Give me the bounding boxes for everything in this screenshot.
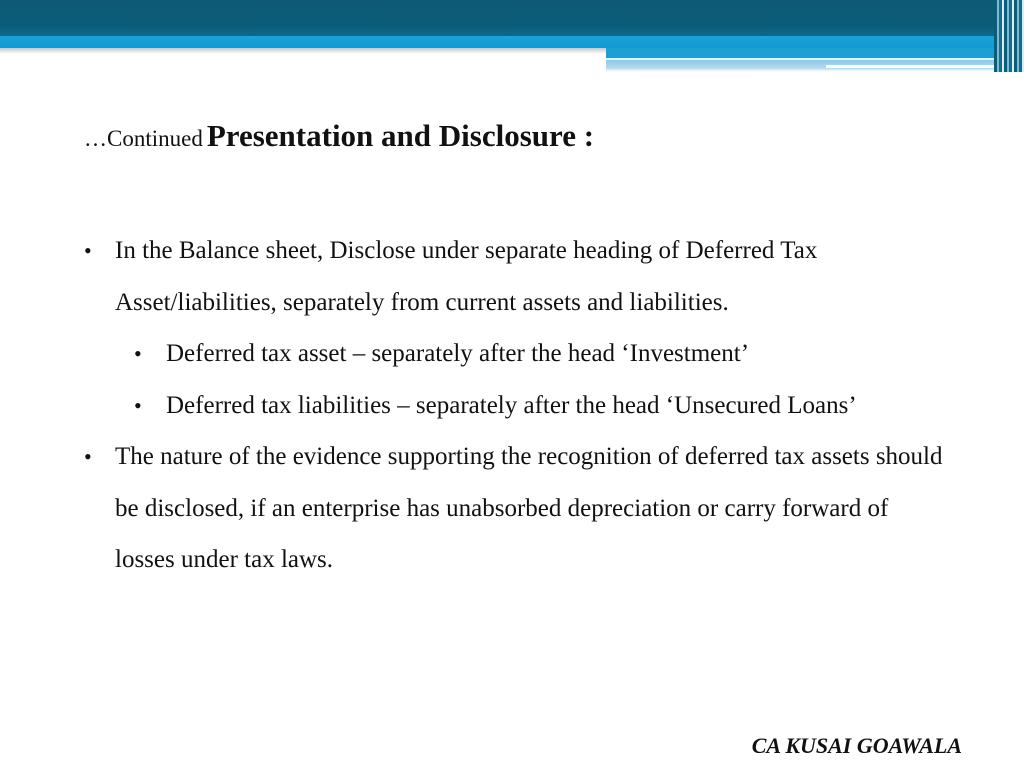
- footer-author: CA KUSAI GOAWALA: [751, 733, 962, 758]
- title-text: Presentation and Disclosure :: [206, 118, 595, 153]
- header-band-dark: [0, 0, 1024, 36]
- sub-bullet-text: Deferred tax liabilities – separately after the head ‘Unsecured Loans’: [166, 391, 857, 419]
- header-shadow: [0, 48, 606, 54]
- sub-bullet-icon: •: [134, 341, 142, 366]
- header-shadow-right: [606, 69, 1024, 72]
- header-band-blue: [0, 36, 1024, 48]
- slide-body: [84, 225, 944, 586]
- bullet-text: In the Balance sheet, Disclose under separate heading of Deferred Tax Asset/liabilities, separately from current assets and liabilities.: [115, 237, 818, 316]
- bullet-item: [84, 431, 944, 586]
- sub-bullet-item: [84, 328, 944, 380]
- bullet-text: The nature of the evidence supporting the recognition of deferred tax assets should be disclosed, if an enterprise has unabsorbed depreciation or carry forward of losses under tax laws.: [115, 443, 943, 573]
- header-accent-line: [826, 65, 1004, 68]
- slide-title: [84, 118, 594, 154]
- title-prefix: …Continued: [84, 126, 203, 151]
- bullet-item: [84, 225, 944, 328]
- header-band-right: [606, 48, 1024, 58]
- sub-bullet-icon: •: [134, 392, 142, 418]
- bullet-icon: •: [84, 444, 92, 469]
- sub-bullet-text: Deferred tax asset – separately after the head ‘Investment’: [166, 340, 750, 367]
- header-stripes: [994, 0, 1024, 72]
- sub-bullet-item: [84, 380, 944, 432]
- bullet-icon: •: [84, 238, 92, 263]
